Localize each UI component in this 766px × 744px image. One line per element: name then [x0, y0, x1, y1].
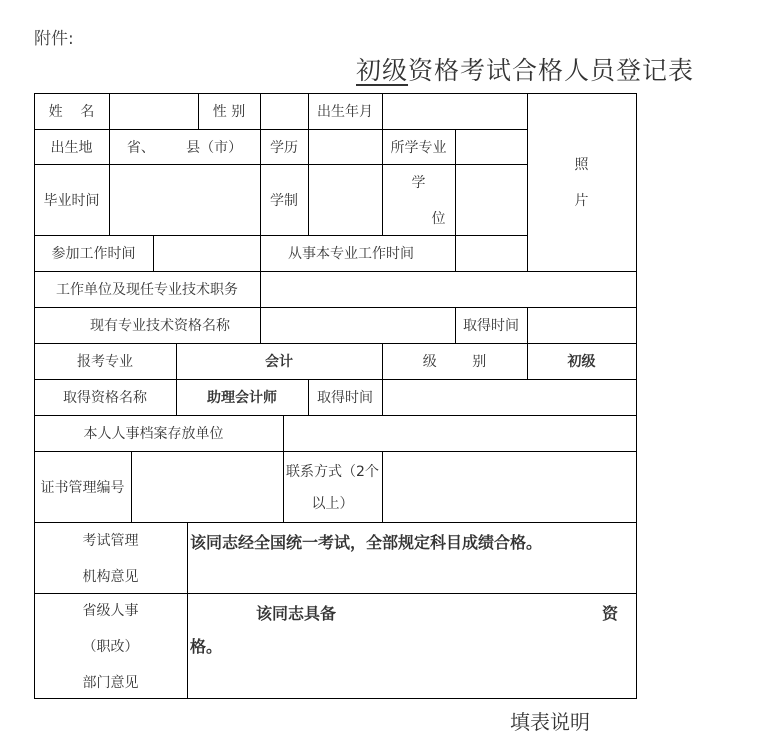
graduation-time-input[interactable]: [109, 164, 260, 235]
contact-label: [283, 451, 382, 522]
education-input[interactable]: [308, 129, 382, 164]
level-value[interactable]: 初级: [567, 354, 596, 370]
school-system-label: 学制: [270, 192, 298, 209]
contact-label-2: 以上）: [311, 495, 354, 512]
title-level: 初级: [356, 56, 409, 85]
major-label: 所学专业: [390, 139, 447, 156]
work-start-input[interactable]: [153, 235, 260, 271]
provincial-opinion-part-3: 格。: [190, 637, 223, 656]
degree-input[interactable]: [455, 164, 527, 235]
contact-input[interactable]: [382, 451, 636, 522]
professional-work-time-input[interactable]: [455, 235, 527, 271]
graduation-time-label: 毕业时间: [43, 192, 100, 209]
name-label: 姓 名: [48, 104, 95, 120]
work-unit-title-label: 工作单位及现任专业技术职务: [56, 282, 238, 298]
certificate-number-label: 证书管理编号: [40, 479, 125, 496]
provincial-opinion-part-2: 资: [602, 604, 619, 623]
gender-input[interactable]: [260, 93, 308, 129]
photo-label-1: 照: [574, 157, 589, 173]
level-label: 级 别: [422, 354, 487, 370]
certificate-number-input[interactable]: [131, 451, 283, 522]
photo-cell[interactable]: [527, 93, 636, 271]
current-qualification-input[interactable]: [260, 307, 455, 343]
archive-unit-input[interactable]: [283, 415, 636, 451]
birthplace-label: 出生地: [50, 139, 93, 156]
attachment-label: 附件:: [34, 29, 74, 49]
contact-label-1: 联系方式（2个: [286, 463, 379, 480]
gender-label: 性 别: [212, 104, 246, 120]
obtain-time-input[interactable]: [527, 307, 636, 343]
current-qualification-label: 现有专业技术资格名称: [90, 318, 230, 334]
provincial-dept-label-3: 部门意见: [82, 674, 139, 691]
exam-authority-opinion: 该同志经全国统一考试，全部规定科目成绩合格。: [190, 533, 543, 552]
birth-date-label: 出生年月: [317, 104, 373, 120]
exam-authority-label: [34, 522, 187, 593]
exam-authority-label-2: 机构意见: [82, 568, 139, 585]
obtain-time-label: 取得时间: [463, 318, 519, 334]
birth-date-input[interactable]: [382, 93, 527, 129]
education-label: 学历: [270, 139, 298, 156]
fill-instructions-heading: 填表说明: [510, 710, 590, 734]
exam-major-value[interactable]: 会计: [265, 354, 293, 370]
qualification-name-value[interactable]: 助理会计师: [207, 390, 277, 406]
provincial-dept-label-1: 省级人事: [82, 602, 139, 619]
degree-label-2: 位: [431, 210, 446, 227]
qualification-obtain-time-input[interactable]: [382, 379, 636, 415]
provincial-dept-label: [34, 593, 187, 698]
exam-major-label: 报考专业: [77, 354, 133, 370]
degree-label: [382, 164, 455, 235]
name-input[interactable]: [109, 93, 198, 129]
photo-label-2: 片: [574, 193, 589, 209]
work-unit-title-input[interactable]: [260, 271, 636, 307]
qualification-name-label: 取得资格名称: [63, 390, 147, 406]
provincial-dept-label-2: （职改）: [82, 638, 139, 655]
province-county-field[interactable]: 省、 县（市）: [126, 139, 243, 156]
professional-work-time-label: 从事本专业工作时间: [288, 246, 414, 262]
qualification-obtain-time-label: 取得时间: [317, 390, 373, 406]
title-text: 资格考试合格人员登记表: [408, 56, 695, 85]
exam-authority-label-1: 考试管理: [82, 532, 139, 549]
archive-unit-label: 本人人事档案存放单位: [83, 426, 224, 442]
major-input[interactable]: [455, 129, 527, 164]
provincial-opinion-part-1: 该同志具备: [256, 604, 337, 623]
degree-label-1: 学: [411, 174, 426, 191]
work-start-label: 参加工作时间: [51, 246, 136, 262]
school-system-input[interactable]: [308, 164, 382, 235]
form-title: [356, 51, 694, 87]
